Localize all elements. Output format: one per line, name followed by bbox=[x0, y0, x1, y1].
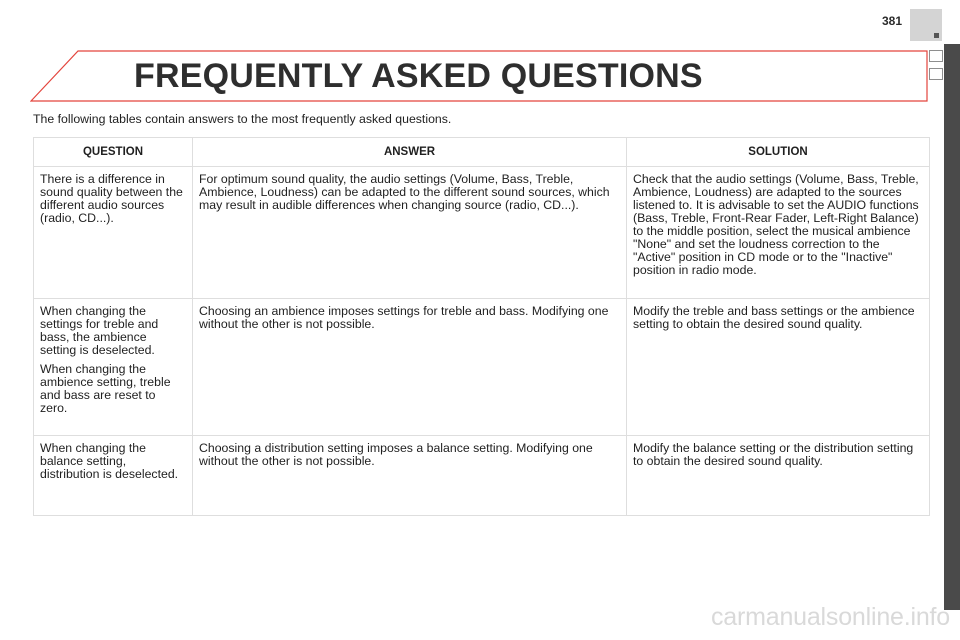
faq-table bbox=[33, 137, 930, 516]
page-title: FREQUENTLY ASKED QUESTIONS bbox=[134, 57, 703, 95]
corner-tab-mark bbox=[934, 33, 939, 38]
header-solution: SOLUTION bbox=[627, 138, 930, 167]
answer-cell: Choosing an ambience imposes settings for treble and bass. Modifying one without the other is not possible. bbox=[193, 299, 627, 436]
table-row bbox=[34, 299, 930, 436]
answer-cell: Choosing a distribution setting imposes a balance setting. Modifying one without the other is not possible. bbox=[193, 436, 627, 516]
question-cell bbox=[34, 436, 193, 516]
side-box-1 bbox=[929, 50, 943, 62]
solution-cell: Check that the audio settings (Volume, Bass, Treble, Ambience, Loudness) are adapted to the sources listened to. It is advisable to set the AUDIO functions (Bass, Treble, Front-Rear Fader, Left-Right Balance) to the middle position, select the musical ambience "None" and set the loudness correction to the "Active" position in CD mode or to the "Inactive" position in radio mode. bbox=[627, 167, 930, 299]
header-question: QUESTION bbox=[34, 138, 193, 167]
question-cell bbox=[34, 299, 193, 436]
watermark: carmanualsonline.info bbox=[710, 603, 950, 631]
question-text: When changing the balance setting, distribution is deselected. bbox=[40, 441, 179, 481]
question-text: When changing the ambience setting, treble and bass are reset to zero. bbox=[40, 362, 171, 415]
intro-text: The following tables contain answers to the most frequently asked questions. bbox=[33, 112, 452, 126]
solution-cell: Modify the balance setting or the distribution setting to obtain the desired sound quality. bbox=[627, 436, 930, 516]
side-box-2 bbox=[929, 68, 943, 80]
page-number: 381 bbox=[881, 14, 902, 28]
question-cell bbox=[34, 167, 193, 299]
corner-tab bbox=[910, 9, 942, 41]
header-answer: ANSWER bbox=[193, 138, 627, 167]
title-banner bbox=[30, 50, 928, 102]
answer-cell: For optimum sound quality, the audio settings (Volume, Bass, Treble, Ambience, Loudness) can be adapted to the different sound sources, which may result in audible differences when changing source (radio, CD...). bbox=[193, 167, 627, 299]
side-strip bbox=[944, 44, 960, 610]
solution-cell: Modify the treble and bass settings or the ambience setting to obtain the desired sound quality. bbox=[627, 299, 930, 436]
question-text: There is a difference in sound quality between the different audio sources (radio, CD...). bbox=[40, 172, 183, 225]
question-text: When changing the settings for treble and bass, the ambience setting is deselected. bbox=[40, 304, 159, 357]
table-header-row bbox=[34, 138, 930, 167]
table-row bbox=[34, 167, 930, 299]
table-row bbox=[34, 436, 930, 516]
